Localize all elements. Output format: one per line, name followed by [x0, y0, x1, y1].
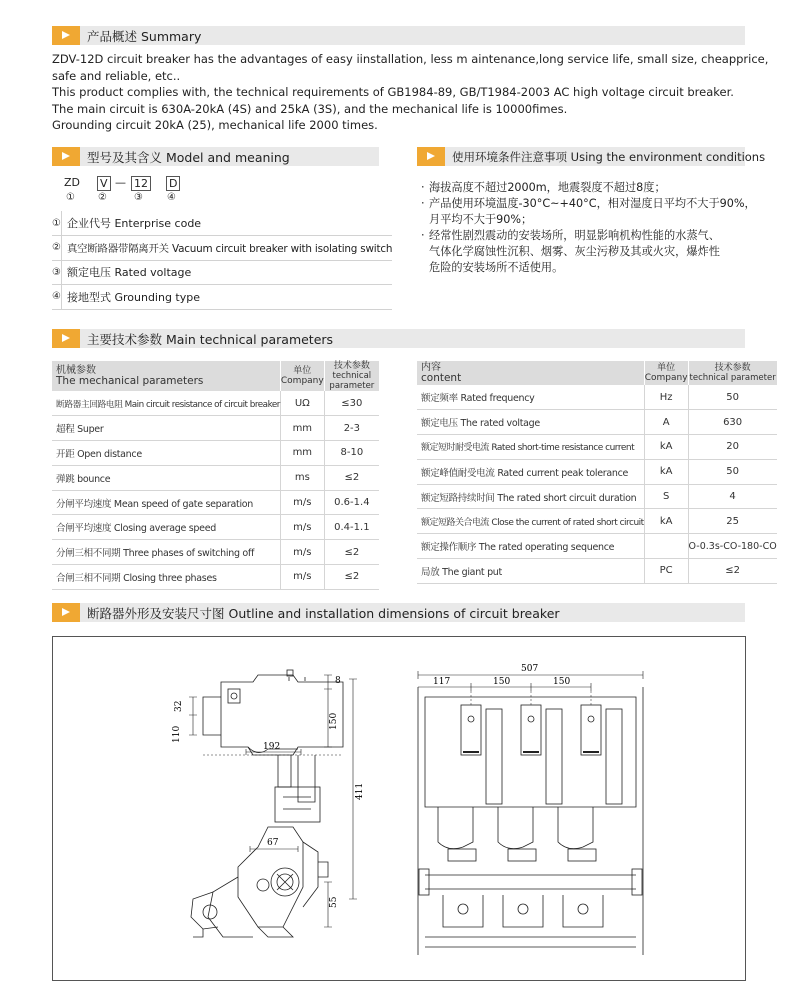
table-header-row	[52, 361, 379, 391]
table-row	[52, 565, 379, 590]
summary-line: ZDV-12D circuit breaker has the advantages of easy iinstallation, less m aintenance,long service life, small size, cheapprice,	[52, 52, 769, 66]
summary-line: safe and reliable, etc..	[52, 68, 181, 83]
outline-heading: 断路器外形及安装尺寸图 Outline and installation dimensions of circuit breaker	[87, 605, 560, 621]
code-12-box: 12	[131, 176, 151, 191]
param-unit: m/s	[280, 540, 324, 565]
param-unit: kA	[644, 435, 688, 460]
table-row	[417, 435, 777, 460]
table-header-row	[417, 361, 777, 385]
electrical-params-table	[417, 361, 777, 584]
param-unit: m/s	[280, 515, 324, 540]
table-row	[52, 391, 379, 416]
table-row	[52, 515, 379, 540]
param-value: 0.6-1.4	[324, 490, 379, 515]
code-zd: ZD	[64, 176, 81, 189]
definition-text: 真空断路器带隔离开关 Vacuum circuit breaker with isolating switch	[61, 236, 392, 261]
environment-heading: 使用环境条件注意事项 Using the environment conditions	[452, 149, 766, 164]
param-name: 分闸三相不同期 Three phases of switching off	[52, 540, 280, 565]
environment-heading-bar	[417, 147, 766, 166]
summary-line: This product complies with, the technical requirements of GB1984-89, GB/T1984-2003 AC high voltage circuit breaker.	[52, 85, 734, 99]
environment-line: 气体化学腐蚀性沉积、烟雾、灰尘污秽及其或火灾，爆炸性	[429, 245, 720, 258]
param-name: 超程 Super	[52, 416, 280, 441]
definition-text: 接地型式 Grounding type	[61, 285, 392, 310]
params-heading-bar	[52, 329, 745, 348]
table-row	[417, 484, 777, 509]
param-unit: ms	[280, 465, 324, 490]
param-name: 弹跳 bounce	[52, 465, 280, 490]
param-name: 分闸平均速度 Mean speed of gate separation	[52, 490, 280, 515]
header-en: technical parameter	[689, 373, 776, 383]
code-num-1: ①	[66, 192, 75, 203]
param-name: 合闸平均速度 Closing average speed	[52, 515, 280, 540]
param-value: 8-10	[324, 441, 379, 466]
dim-150-first: 150	[493, 677, 511, 687]
params-heading: 主要技术参数 Main technical parameters	[87, 331, 334, 347]
dim-32: 32	[174, 700, 184, 712]
table-row	[52, 416, 379, 441]
param-unit: kA	[644, 459, 688, 484]
dim-55: 55	[329, 896, 339, 908]
col-value-header	[688, 361, 777, 385]
model-definition-table	[52, 211, 392, 310]
summary-text	[52, 51, 769, 134]
dim-110: 110	[172, 725, 182, 743]
param-name: 额定短路持续时间 The rated short circuit duration	[417, 484, 644, 509]
definition-num: ④	[52, 285, 61, 310]
environment-item	[421, 228, 761, 276]
param-name: 额定电压 The rated voltage	[417, 410, 644, 435]
param-name: 合闸三相不同期 Closing three phases	[52, 565, 280, 590]
play-arrow-icon	[52, 26, 80, 45]
model-heading: 型号及其含义 Model and meaning	[87, 149, 290, 165]
model-heading-bar	[52, 147, 379, 166]
definition-num: ③	[52, 260, 61, 285]
code-d-box: D	[166, 176, 180, 191]
param-name: 额定峰值耐受电流 Rated current peak tolerance	[417, 459, 644, 484]
header-en: The mechanical parameters	[56, 374, 204, 387]
definition-row	[52, 211, 392, 236]
param-value: 630	[688, 410, 777, 435]
code-num-4: ④	[167, 192, 176, 203]
table-row	[417, 385, 777, 410]
table-row	[417, 534, 777, 559]
outline-drawing	[53, 637, 745, 980]
param-name: 开距 Open distance	[52, 441, 280, 466]
table-row	[417, 459, 777, 484]
dim-150: 150	[329, 712, 339, 730]
summary-line: Grounding circuit 20kA (25), mechanical life 2000 times.	[52, 118, 378, 132]
param-value: 25	[688, 509, 777, 534]
param-value: 20	[688, 435, 777, 460]
definition-num: ①	[52, 211, 61, 236]
header-cn: 技术参数	[333, 361, 370, 371]
environment-item	[421, 180, 761, 196]
dim-150-second: 150	[553, 677, 571, 687]
dim-411: 411	[355, 782, 365, 800]
play-arrow-icon	[52, 147, 80, 166]
environment-line: 月平均不大于90%；	[429, 213, 533, 226]
param-name: 额定频率 Rated frequency	[417, 385, 644, 410]
play-arrow-icon	[417, 147, 445, 166]
param-unit: m/s	[280, 565, 324, 590]
param-name: 额定短路关合电流 Close the current of rated short circuit	[417, 509, 644, 534]
param-unit: kA	[644, 509, 688, 534]
summary-heading-bar	[52, 26, 745, 45]
param-value: O-0.3s-CO-180-CO	[688, 534, 777, 559]
header-cn: 内容	[421, 361, 441, 373]
table-row	[417, 559, 777, 584]
definition-num: ②	[52, 236, 61, 261]
mechanical-params-table	[52, 361, 379, 590]
param-value: 50	[688, 385, 777, 410]
param-name: 额定短时耐受电流 Rated short-time resistance current	[417, 435, 644, 460]
definition-row	[52, 260, 392, 285]
definition-text: 额定电压 Rated voltage	[61, 260, 392, 285]
param-value: ≤2	[324, 465, 379, 490]
table-row	[52, 490, 379, 515]
code-v-box: V	[97, 176, 111, 191]
table-row	[52, 441, 379, 466]
header-cn: 单位	[293, 366, 312, 376]
definition-row	[52, 236, 392, 261]
definition-row	[52, 285, 392, 310]
play-arrow-icon	[52, 603, 80, 622]
header-en: content	[421, 371, 462, 384]
summary-line: The main circuit is 630A-20kA (4S) and 25kA (3S), and the mechanical life is 10000fimes.	[52, 101, 568, 116]
outline-heading-bar	[52, 603, 745, 622]
outline-drawing-frame	[52, 636, 746, 981]
code-num-2: ②	[98, 192, 107, 203]
param-unit: Hz	[644, 385, 688, 410]
table-row	[417, 509, 777, 534]
table-row	[52, 465, 379, 490]
param-value: ≤2	[324, 565, 379, 590]
environment-list	[421, 180, 761, 276]
front-view-drawing	[418, 671, 643, 955]
param-name: 局放 The giant put	[417, 559, 644, 584]
param-value: ≤30	[324, 391, 379, 416]
param-unit	[644, 534, 688, 559]
col-name-header	[52, 361, 280, 391]
table-row	[52, 540, 379, 565]
param-value: ≤2	[688, 559, 777, 584]
definition-text: 企业代号 Enterprise code	[61, 211, 392, 236]
header-en: Company	[644, 373, 688, 383]
dim-117: 117	[433, 677, 451, 687]
param-value: 50	[688, 459, 777, 484]
table-row	[417, 410, 777, 435]
dim-507: 507	[521, 664, 539, 674]
param-unit: PC	[644, 559, 688, 584]
param-unit: UΩ	[280, 391, 324, 416]
header-cn: 机械参数	[56, 364, 96, 376]
environment-line: 危险的安装场所不适使用。	[429, 261, 564, 274]
param-value: 4	[688, 484, 777, 509]
param-name: 断路器主回路电阻 Main circuit resistance of circuit breaker	[52, 391, 280, 416]
header-cn: 单位	[657, 363, 676, 373]
param-unit: m/s	[280, 490, 324, 515]
environment-line: 产品使用环境温度-30°C~+40°C，相对湿度日平均不大于90%，	[429, 197, 756, 210]
param-unit: S	[644, 484, 688, 509]
play-arrow-icon	[52, 329, 80, 348]
col-value-header	[324, 361, 379, 391]
header-en: technical parameter	[329, 371, 375, 391]
environment-item	[421, 196, 761, 228]
param-value: 0.4-1.1	[324, 515, 379, 540]
col-unit-header	[280, 361, 324, 391]
param-value: ≤2	[324, 540, 379, 565]
dim-67: 67	[267, 838, 279, 848]
col-unit-header	[644, 361, 688, 385]
environment-line: 海拔高度不超过2000m，地震裂度不超过8度；	[429, 181, 666, 194]
param-unit: A	[644, 410, 688, 435]
param-value: 2-3	[324, 416, 379, 441]
param-unit: mm	[280, 441, 324, 466]
dim-8: 8	[335, 676, 341, 686]
code-dash: —	[115, 176, 126, 189]
dim-192: 192	[263, 742, 281, 752]
header-cn: 技术参数	[714, 363, 751, 373]
param-name: 额定操作顺序 The rated operating sequence	[417, 534, 644, 559]
environment-line: 经常性剧烈震动的安装场所，明显影响机构性能的水蒸气、	[429, 229, 720, 242]
summary-heading: 产品概述 Summary	[87, 28, 202, 44]
header-en: Company	[280, 376, 324, 386]
param-unit: mm	[280, 416, 324, 441]
code-num-3: ③	[134, 192, 143, 203]
col-name-header	[417, 361, 644, 385]
